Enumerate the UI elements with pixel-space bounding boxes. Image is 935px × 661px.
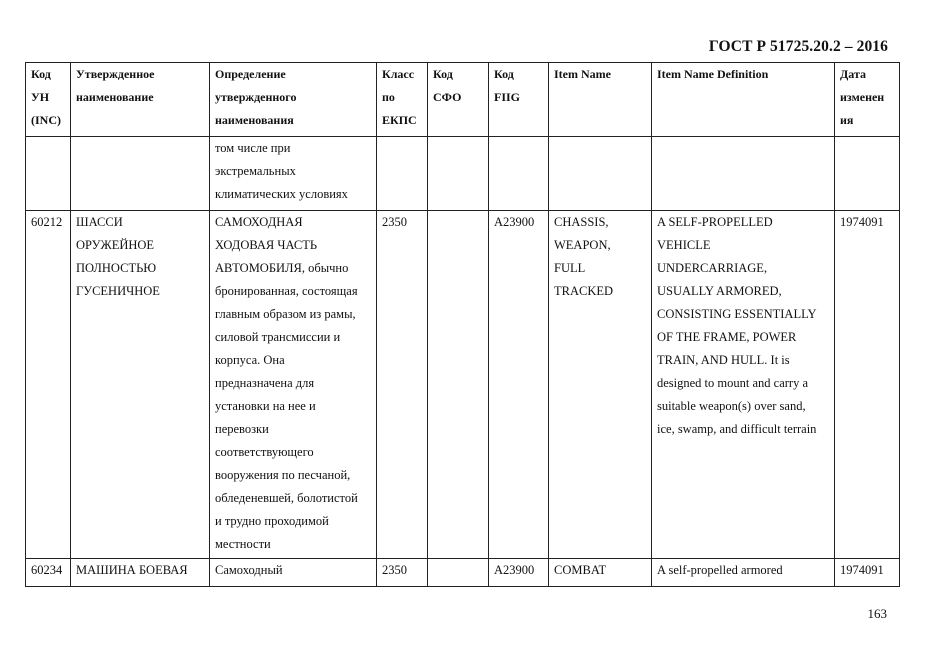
cell-line: АВТОМОБИЛЯ, обычно <box>215 261 349 275</box>
header-line: СФО <box>433 90 462 104</box>
header-line: Код <box>433 67 453 81</box>
col-class-header <box>377 63 428 137</box>
header-line: (INC) <box>31 113 61 127</box>
fiig-cell <box>489 211 549 559</box>
item-definition-cell <box>652 559 835 587</box>
cell-line: 2350 <box>382 563 407 577</box>
cell-line: ГУСЕНИЧНОЕ <box>76 284 160 298</box>
header-line: изменен <box>840 90 885 104</box>
header-line: Утвержденное <box>76 67 155 81</box>
cell-line: силовой трансмиссии и <box>215 330 341 344</box>
cell-line: TRACKED <box>554 284 614 298</box>
page-number: 163 <box>867 606 887 621</box>
cell-line: CONSISTING ESSENTIALLY <box>657 307 817 321</box>
item-name-cell <box>549 211 652 559</box>
item-name-cell <box>549 137 652 211</box>
fiig-cell <box>489 137 549 211</box>
cell-line: экстремальных <box>215 164 296 178</box>
class-cell <box>377 559 428 587</box>
cell-line: ПОЛНОСТЬЮ <box>76 261 157 275</box>
inc-cell <box>26 137 71 211</box>
header-line: Класс <box>382 67 415 81</box>
class-cell <box>377 211 428 559</box>
cell-line: ХОДОВАЯ ЧАСТЬ <box>215 238 318 252</box>
cell-line: A self-propelled armored <box>657 563 783 577</box>
cell-line: A23900 <box>494 215 535 229</box>
header-line: наименования <box>215 113 294 127</box>
col-inc-header <box>26 63 71 137</box>
sfo-cell <box>428 137 489 211</box>
cell-line: САМОХОДНАЯ <box>215 215 303 229</box>
cell-line: МАШИНА БОЕВАЯ <box>76 563 188 577</box>
col-item-name-header <box>549 63 652 137</box>
header-line: ия <box>840 113 854 127</box>
catalog-table <box>25 62 900 587</box>
document-standard-code: ГОСТ Р 51725.20.2 – 2016 <box>708 38 888 55</box>
cell-line: корпуса. Она <box>215 353 285 367</box>
header-line: FIIG <box>494 90 521 104</box>
cell-line: FULL <box>554 261 586 275</box>
approved-name-cell <box>71 211 210 559</box>
cell-line: 2350 <box>382 215 407 229</box>
cell-line: ОРУЖЕЙНОЕ <box>76 238 155 252</box>
header-line: Код <box>31 67 51 81</box>
cell-line: климатических условиях <box>215 187 348 201</box>
cell-line: USUALLY ARMORED, <box>657 284 782 298</box>
header-line: Item Name Definition <box>657 67 769 81</box>
table-row <box>26 559 900 587</box>
approved-name-cell <box>71 559 210 587</box>
change-date-cell <box>835 137 900 211</box>
item-definition-cell <box>652 211 835 559</box>
cell-line: перевозки <box>215 422 269 436</box>
cell-line: designed to mount and carry a <box>657 376 808 390</box>
cell-line: A23900 <box>494 563 535 577</box>
header-line: по <box>382 90 395 104</box>
col-item-definition-header <box>652 63 835 137</box>
cell-line: 1974091 <box>840 215 884 229</box>
inc-cell <box>26 559 71 587</box>
fiig-cell <box>489 559 549 587</box>
change-date-cell <box>835 211 900 559</box>
definition-cell <box>210 559 377 587</box>
col-sfo-header <box>428 63 489 137</box>
definition-cell <box>210 137 377 211</box>
cell-line: обледеневшей, болотистой <box>215 491 358 505</box>
col-definition-header <box>210 63 377 137</box>
table-row <box>26 137 900 211</box>
col-change-date-header <box>835 63 900 137</box>
header-line: Определение <box>215 67 286 81</box>
table-header-row <box>26 63 900 137</box>
cell-line: местности <box>215 537 271 551</box>
sfo-cell <box>428 559 489 587</box>
header-line: Item Name <box>554 67 611 81</box>
cell-line: ШАССИ <box>76 215 123 229</box>
cell-line: том числе при <box>215 141 291 155</box>
approved-name-cell <box>71 137 210 211</box>
table-row <box>26 211 900 559</box>
item-name-cell <box>549 559 652 587</box>
col-approved-name-header <box>71 63 210 137</box>
cell-line: VEHICLE <box>657 238 711 252</box>
cell-line: установки на нее и <box>215 399 316 413</box>
header-line: ЕКПС <box>382 113 417 127</box>
cell-line: предназначена для <box>215 376 315 390</box>
header-line: утвержденного <box>215 90 297 104</box>
cell-line: 60234 <box>31 563 63 577</box>
sfo-cell <box>428 211 489 559</box>
cell-line: TRAIN, AND HULL. It is <box>657 353 790 367</box>
cell-line: бронированная, состоящая <box>215 284 358 298</box>
header-line: УН <box>31 90 50 104</box>
header-line: Код <box>494 67 514 81</box>
cell-line: вооружения по песчаной, <box>215 468 351 482</box>
cell-line: 60212 <box>31 215 63 229</box>
header-line: наименование <box>76 90 154 104</box>
cell-line: 1974091 <box>840 563 884 577</box>
cell-line: UNDERCARRIAGE, <box>657 261 768 275</box>
cell-line: OF THE FRAME, POWER <box>657 330 797 344</box>
inc-cell <box>26 211 71 559</box>
cell-line: и трудно проходимой <box>215 514 329 528</box>
cell-line: COMBAT <box>554 563 607 577</box>
change-date-cell <box>835 559 900 587</box>
cell-line: suitable weapon(s) over sand, <box>657 399 806 413</box>
cell-line: A SELF-PROPELLED <box>657 215 773 229</box>
cell-line: соответствующего <box>215 445 314 459</box>
col-fiig-header <box>489 63 549 137</box>
cell-line: Самоходный <box>215 563 283 577</box>
cell-line: ice, swamp, and difficult terrain <box>657 422 817 436</box>
cell-line: главным образом из рамы, <box>215 307 356 321</box>
class-cell <box>377 137 428 211</box>
item-definition-cell <box>652 137 835 211</box>
cell-line: WEAPON, <box>554 238 611 252</box>
cell-line: CHASSIS, <box>554 215 609 229</box>
definition-cell <box>210 211 377 559</box>
header-line: Дата <box>840 67 866 81</box>
